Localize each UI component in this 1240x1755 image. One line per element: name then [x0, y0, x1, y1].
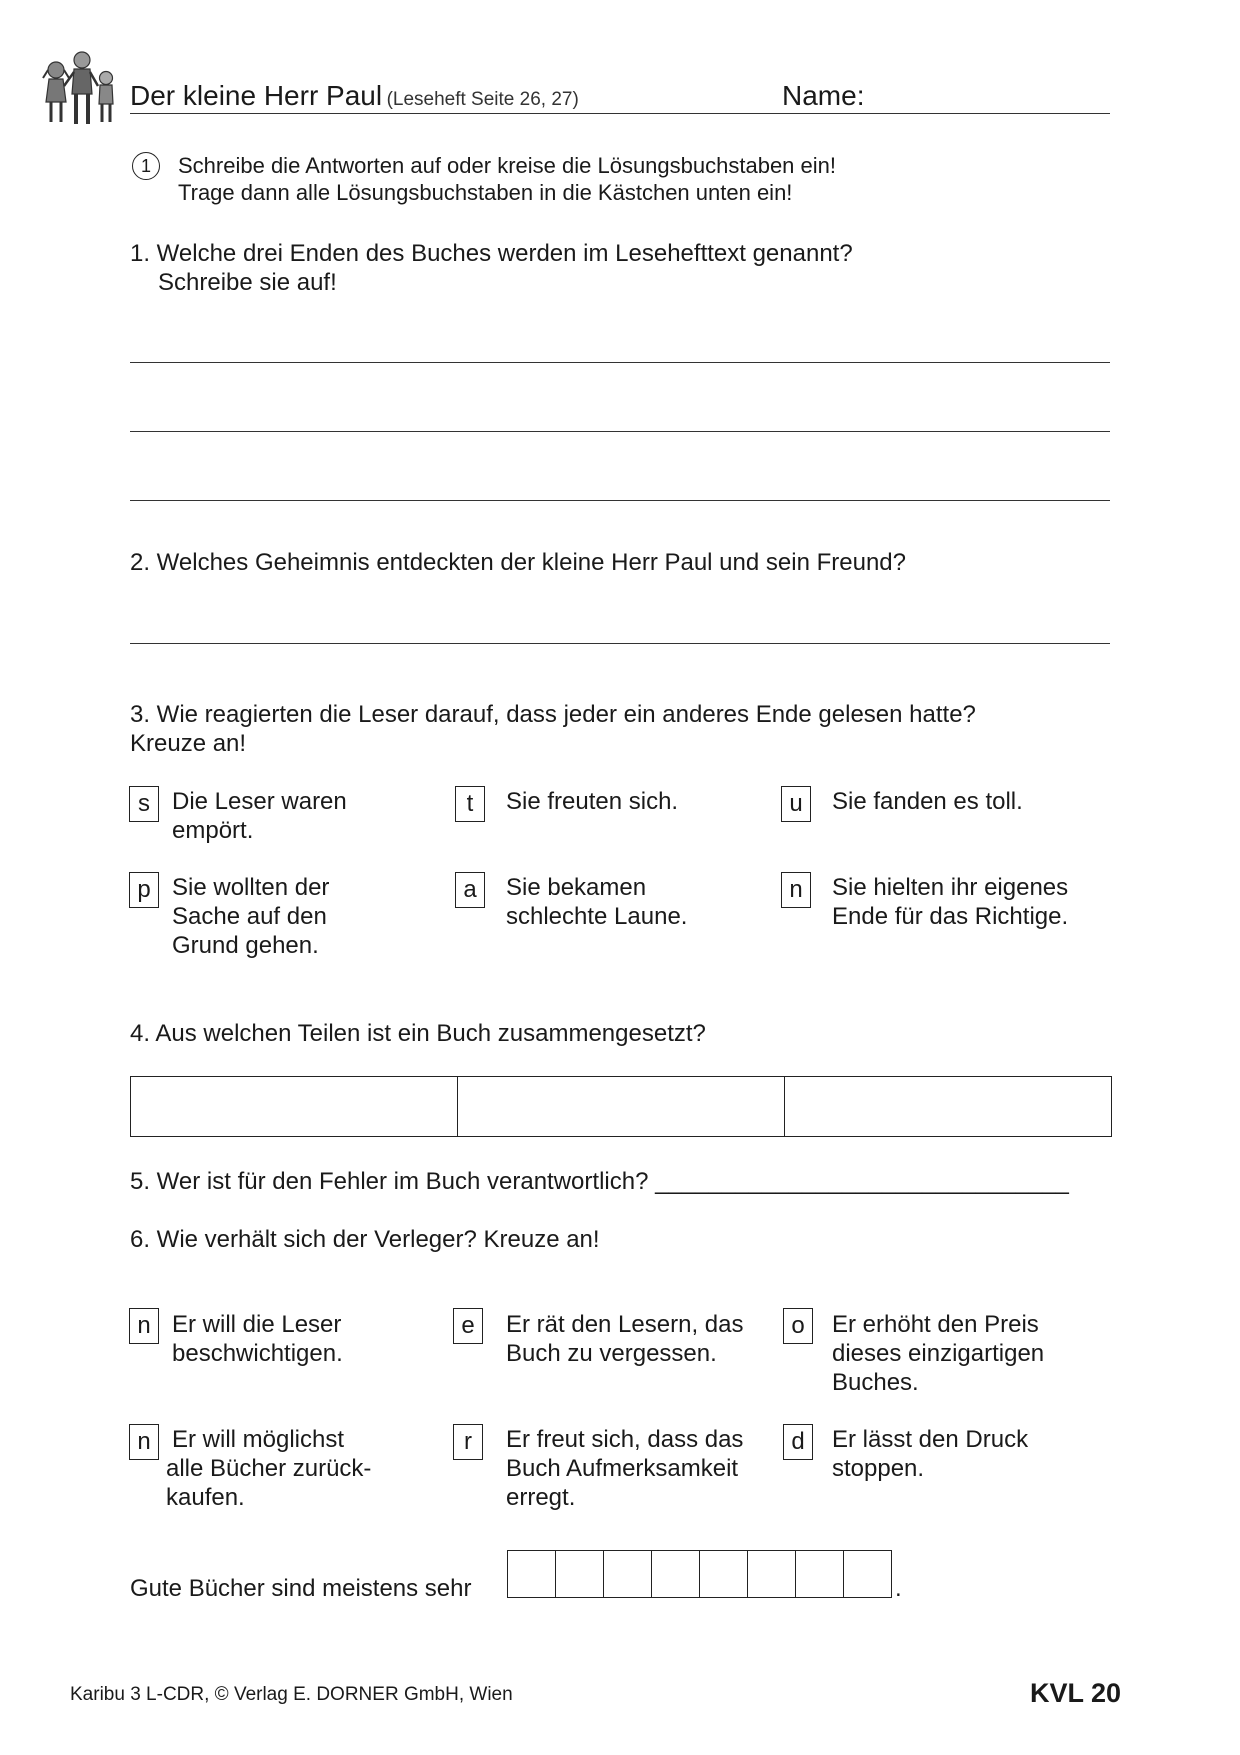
question-6-text: 6. Wie verhält sich der Verleger? Kreuze an!	[130, 1226, 600, 1253]
instruction-line-2: Trage dann alle Lösungsbuchstaben in die Kästchen unten ein!	[178, 180, 793, 205]
option-line: Er erhöht den Preis	[832, 1311, 1039, 1338]
option-line: Sache auf den	[172, 903, 327, 930]
page-code: KVL 20	[1030, 1678, 1122, 1708]
answer-line[interactable]	[130, 643, 1110, 644]
answer-letter-box[interactable]: n	[781, 872, 811, 908]
answer-letter-box[interactable]: n	[129, 1424, 159, 1460]
answer-letter-box[interactable]: a	[455, 872, 485, 908]
option-line: Sie bekamen	[506, 874, 647, 901]
solution-letter-box[interactable]	[796, 1551, 844, 1597]
option-line: Er lässt den Druck	[832, 1426, 1029, 1453]
solution-letter-box[interactable]	[700, 1551, 748, 1597]
question-2-text: 2. Welches Geheimnis entdeckten der kleine Herr Paul und sein Freund?	[130, 549, 906, 576]
answer-letter-box[interactable]: o	[783, 1308, 813, 1344]
option-line: Er freut sich, dass das	[506, 1426, 744, 1453]
answer-option	[832, 787, 1023, 816]
option-line: empört.	[172, 817, 254, 844]
option-line: Ende für das Richtige.	[832, 903, 1069, 930]
answer-option	[832, 1310, 1044, 1397]
book-parts-table	[130, 1076, 1112, 1137]
option-line: Er will möglichst	[172, 1426, 345, 1453]
answer-option	[506, 873, 687, 931]
name-label: Name:	[782, 80, 865, 111]
answer-option	[172, 873, 329, 960]
option-line: Sie freuten sich.	[506, 788, 679, 815]
title-text: Der kleine Herr Paul	[130, 80, 383, 111]
solution-letter-box[interactable]	[748, 1551, 796, 1597]
answer-line[interactable]	[130, 431, 1110, 432]
answer-letter-box[interactable]: r	[453, 1424, 483, 1460]
worksheet-title	[130, 80, 579, 112]
option-line: beschwichtigen.	[172, 1340, 343, 1367]
question-4-text: 4. Aus welchen Teilen ist ein Buch zusammengesetzt?	[130, 1020, 706, 1047]
option-line: Er rät den Lesern, das	[506, 1311, 744, 1338]
solution-letter-box[interactable]	[556, 1551, 604, 1597]
subtitle-text: (Leseheft Seite 26, 27)	[386, 89, 579, 110]
question-3-line-1: 3. Wie reagierten die Leser darauf, dass jeder ein anderes Ende gelesen hatte?	[130, 701, 976, 728]
question-5-text: 5. Wer ist für den Fehler im Buch verantwortlich? _______________________________	[130, 1168, 1069, 1195]
answer-letter-box[interactable]: e	[453, 1308, 483, 1344]
answer-option	[506, 1425, 743, 1512]
option-line: Buch Aufmerksamkeit	[506, 1455, 739, 1482]
solution-letter-box[interactable]	[508, 1551, 556, 1597]
table-cell[interactable]	[458, 1077, 785, 1136]
option-line: kaufen.	[166, 1484, 245, 1511]
table-cell[interactable]	[785, 1077, 1111, 1136]
solution-letter-box[interactable]	[604, 1551, 652, 1597]
option-line: Buches.	[832, 1369, 919, 1396]
solution-period: .	[895, 1575, 902, 1602]
option-line: stoppen.	[832, 1455, 925, 1482]
question-1-line-1: 1. Welche drei Enden des Buches werden im Lesehefttext genannt?	[130, 240, 853, 267]
children-family-icon	[40, 48, 122, 128]
answer-letter-box[interactable]: p	[129, 872, 159, 908]
answer-line[interactable]	[130, 500, 1110, 501]
answer-letter-box[interactable]: n	[129, 1308, 159, 1344]
instruction-line-1: Schreibe die Antworten auf oder kreise die Lösungsbuchstaben ein!	[178, 153, 836, 178]
answer-option	[832, 873, 1068, 931]
option-line: Buch zu vergessen.	[506, 1340, 717, 1367]
option-line: Die Leser waren	[172, 788, 347, 815]
answer-option	[506, 787, 678, 816]
answer-letter-box[interactable]: d	[783, 1424, 813, 1460]
option-line: schlechte Laune.	[506, 903, 688, 930]
option-line: Sie hielten ihr eigenes	[832, 874, 1069, 901]
answer-option	[166, 1425, 371, 1512]
table-cell[interactable]	[131, 1077, 458, 1136]
solution-box-row	[507, 1550, 892, 1598]
answer-option	[172, 1310, 343, 1368]
answer-option	[832, 1425, 1028, 1483]
option-line: Sie fanden es toll.	[832, 788, 1023, 815]
option-line: Er will die Leser	[172, 1311, 342, 1338]
solution-letter-box[interactable]	[652, 1551, 700, 1597]
option-line: Grund gehen.	[172, 932, 319, 959]
question-1-line-2: Schreibe sie auf!	[158, 269, 337, 296]
option-line: erregt.	[506, 1484, 576, 1511]
copyright-text: Karibu 3 L-CDR, © Verlag E. DORNER GmbH, Wien	[70, 1684, 513, 1705]
option-line: alle Bücher zurück-	[166, 1455, 372, 1482]
task-number-marker: 1	[132, 152, 160, 180]
option-line: dieses einzigartigen	[832, 1340, 1045, 1367]
answer-option	[506, 1310, 743, 1368]
answer-option	[172, 787, 347, 845]
header-rule	[130, 113, 1110, 114]
answer-letter-box[interactable]: u	[781, 786, 811, 822]
question-3-line-2: Kreuze an!	[130, 730, 247, 757]
solution-sentence: Gute Bücher sind meistens sehr	[130, 1575, 472, 1602]
answer-letter-box[interactable]: s	[129, 786, 159, 822]
answer-letter-box[interactable]: t	[455, 786, 485, 822]
option-line: Sie wollten der	[172, 874, 330, 901]
answer-line[interactable]	[130, 362, 1110, 363]
solution-letter-box[interactable]	[844, 1551, 891, 1597]
